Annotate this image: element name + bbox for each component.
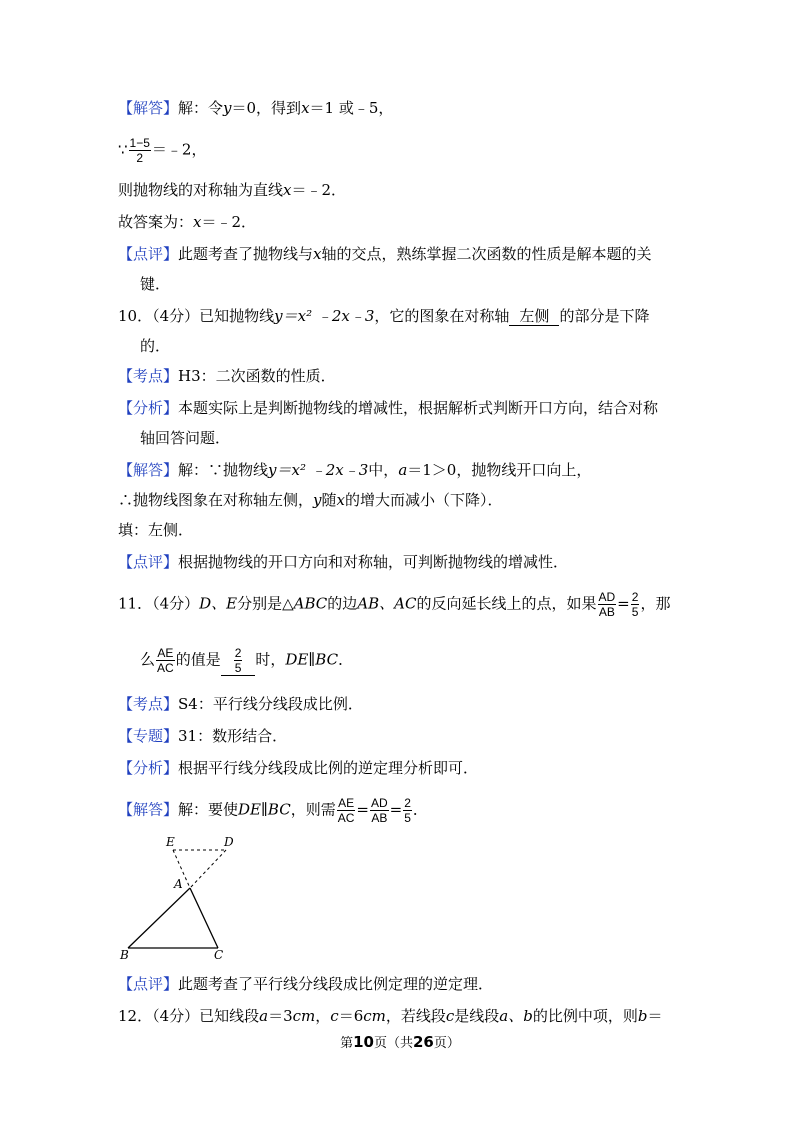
text: 页） — [433, 1036, 460, 1051]
q11-jieda-line — [118, 796, 428, 825]
q10-question — [118, 306, 649, 326]
triangle-figure — [118, 830, 248, 965]
answer-blank: 左侧 — [509, 307, 559, 326]
question-number: 10．（4分）已知抛物线 — [118, 307, 275, 325]
side-ac — [190, 888, 218, 948]
text: ，则需 — [290, 800, 336, 819]
answer-blank — [221, 646, 256, 676]
answer-tag: 【解答】 — [118, 800, 179, 819]
text: ，它的图象在对称轴 — [374, 307, 510, 325]
answer-tag: 【解答】 — [118, 99, 179, 117]
text: 轴的交点，熟练掌握二次函数的性质是解本题的关 — [321, 245, 652, 263]
text: ＝0，得到 — [231, 99, 302, 117]
q9-fraction-line — [118, 136, 206, 165]
equals: = — [356, 800, 369, 819]
text: 的部分是下降 — [559, 307, 650, 325]
q11-zhuanti-line — [118, 726, 287, 746]
comment-tag: 【点评】 — [118, 553, 179, 571]
text: ＝1 或﹣5， — [309, 99, 394, 117]
var: c — [445, 1007, 455, 1025]
text: 根据平行线分线段成比例的逆定理分析即可． — [178, 759, 479, 777]
text: 则抛物线的对称轴为直线 — [118, 181, 284, 199]
text: ＝ — [647, 1007, 663, 1025]
numerator: 2 — [404, 796, 411, 810]
text: ，若线段 — [385, 1007, 446, 1025]
q9-solution-line — [118, 98, 393, 118]
text: 的值是 — [175, 650, 221, 669]
var: x — [313, 245, 322, 263]
numerator: AD — [598, 590, 616, 604]
q10-therefore-line — [118, 490, 503, 510]
text: 解：令 — [178, 99, 224, 117]
q10-comment-line — [118, 552, 568, 572]
var: AB、AC — [357, 594, 417, 613]
unit: cm — [292, 1007, 316, 1025]
comment-tag: 【点评】 — [118, 245, 179, 263]
q10-fenxi-line — [118, 398, 658, 418]
numerator: 2 — [234, 646, 242, 660]
var: ABC — [293, 594, 328, 613]
denominator: 5 — [234, 661, 242, 675]
fraction — [403, 796, 412, 825]
label-b: B — [120, 948, 129, 962]
q12-question — [118, 1006, 662, 1026]
text: ＝1＞0，抛物线开口向上， — [407, 461, 592, 479]
text: 页（共 — [373, 1036, 413, 1051]
var: DE∥BC — [238, 800, 291, 819]
var: a — [398, 461, 408, 479]
numerator: AE — [157, 646, 174, 660]
fraction — [156, 646, 175, 675]
label-c: C — [214, 948, 224, 962]
q11-question — [118, 590, 670, 619]
text: ． — [338, 650, 354, 669]
analysis-tag: 【分析】 — [118, 399, 179, 417]
text: ， — [315, 1007, 331, 1025]
question-number: 12．（4分）已知线段 — [118, 1007, 260, 1025]
denominator: AB — [598, 605, 615, 619]
text: ＝﹣2， — [151, 140, 207, 159]
var: DE∥BC — [285, 650, 339, 669]
denominator: AB — [371, 811, 388, 825]
var: y — [223, 99, 232, 117]
text: 的比例中项，则 — [532, 1007, 638, 1025]
var: b — [637, 1007, 648, 1025]
var: c — [330, 1007, 339, 1025]
denominator: 2 — [136, 151, 144, 165]
text: 31：数形结合． — [178, 727, 288, 745]
var: D、E — [199, 594, 238, 613]
text: ，那 — [640, 594, 671, 613]
text: ＝6 — [338, 1007, 364, 1025]
text: ． — [412, 800, 428, 819]
fraction — [337, 796, 356, 825]
topic-tag: 【专题】 — [118, 727, 179, 745]
var: x — [193, 213, 202, 231]
text: 时， — [255, 650, 286, 669]
text: 根据抛物线的开口方向和对称轴，可判断抛物线的增减性． — [178, 553, 569, 571]
ad-dashed-line — [190, 850, 226, 888]
equals: = — [389, 800, 403, 819]
because-symbol: ∵ — [118, 140, 128, 159]
text: 么 — [140, 650, 156, 669]
text: 此题考查了平行线分线段成比例定理的逆定理． — [178, 975, 494, 993]
label-a: A — [174, 877, 183, 891]
text: ＝﹣2． — [201, 213, 257, 231]
var: x — [336, 491, 345, 509]
answer-tag: 【解答】 — [118, 461, 179, 479]
numerator: AE — [338, 796, 355, 810]
text: ＝3 — [268, 1007, 293, 1025]
fraction — [234, 646, 243, 675]
fraction — [598, 590, 617, 619]
text: H3：二次函数的性质． — [178, 367, 336, 385]
equals: = — [617, 594, 630, 613]
var: a — [259, 1007, 269, 1025]
question-number: 11．（4分） — [118, 594, 200, 613]
q10-question-cont — [140, 336, 170, 356]
equation: y＝x² ﹣2x﹣3 — [268, 461, 369, 479]
fraction — [370, 796, 389, 825]
fraction — [129, 136, 151, 165]
denominator: 5 — [404, 811, 411, 825]
q10-kaodian-line — [118, 366, 336, 386]
var: y — [313, 491, 322, 509]
text: 此题考查了抛物线与 — [178, 245, 314, 263]
text: 解：要使 — [178, 800, 239, 819]
text: ∴抛物线图象在对称轴左侧， — [118, 491, 314, 509]
text: 的增大而减小（下降）． — [344, 491, 503, 509]
text: 随 — [321, 491, 337, 509]
text: 的边 — [327, 594, 358, 613]
q10-jieda-line — [118, 460, 591, 480]
label-d: D — [224, 835, 234, 849]
q9-axis-line — [118, 180, 346, 200]
var: x — [301, 99, 310, 117]
analysis-tag: 【分析】 — [118, 759, 179, 777]
text: 的． — [140, 337, 171, 355]
total-pages: 26 — [413, 1033, 434, 1051]
q11-kaodian-line — [118, 694, 363, 714]
page-number: 10 — [353, 1033, 374, 1051]
numerator: 1−5 — [129, 136, 150, 150]
page-footer — [0, 1032, 800, 1051]
fraction — [631, 590, 640, 619]
q10-fenxi-cont — [140, 428, 230, 448]
comment-tag: 【点评】 — [118, 975, 179, 993]
q11-question-cont — [140, 646, 353, 676]
text: 本题实际上是判断抛物线的增减性，根据解析式判断开口方向，结合对称 — [178, 399, 659, 417]
numerator: 2 — [631, 590, 639, 604]
q9-answer-line — [118, 212, 256, 232]
denominator: AC — [157, 661, 174, 675]
var: x — [283, 181, 292, 199]
q11-fenxi-line — [118, 758, 478, 778]
text: 分别是△ — [237, 594, 294, 613]
text: 键． — [140, 275, 171, 293]
text: 解：∵抛物线 — [178, 461, 269, 479]
equation: y＝x² ﹣2x﹣3 — [274, 307, 375, 325]
text: 的反向延长线上的点，如果 — [416, 594, 597, 613]
unit: cm — [363, 1007, 386, 1025]
text: ＝﹣2． — [291, 181, 347, 199]
var: a、b — [499, 1007, 533, 1025]
denominator: 5 — [631, 605, 639, 619]
side-ab — [128, 888, 190, 948]
numerator: AD — [370, 796, 388, 810]
q9-comment-cont — [140, 274, 170, 294]
text: 是线段 — [454, 1007, 500, 1025]
q9-comment-line — [118, 244, 652, 264]
label-e: E — [166, 835, 175, 849]
text: 填：左侧． — [118, 521, 194, 539]
text: 中， — [368, 461, 399, 479]
text: 轴回答问题． — [140, 429, 231, 447]
text: S4：平行线分线段成比例． — [178, 695, 363, 713]
q10-fill-line — [118, 520, 193, 540]
kaodian-tag: 【考点】 — [118, 367, 179, 385]
q11-comment-line — [118, 974, 493, 994]
text: 第 — [340, 1036, 354, 1051]
text: 故答案为： — [118, 213, 194, 231]
kaodian-tag: 【考点】 — [118, 695, 179, 713]
denominator: AC — [337, 811, 355, 825]
